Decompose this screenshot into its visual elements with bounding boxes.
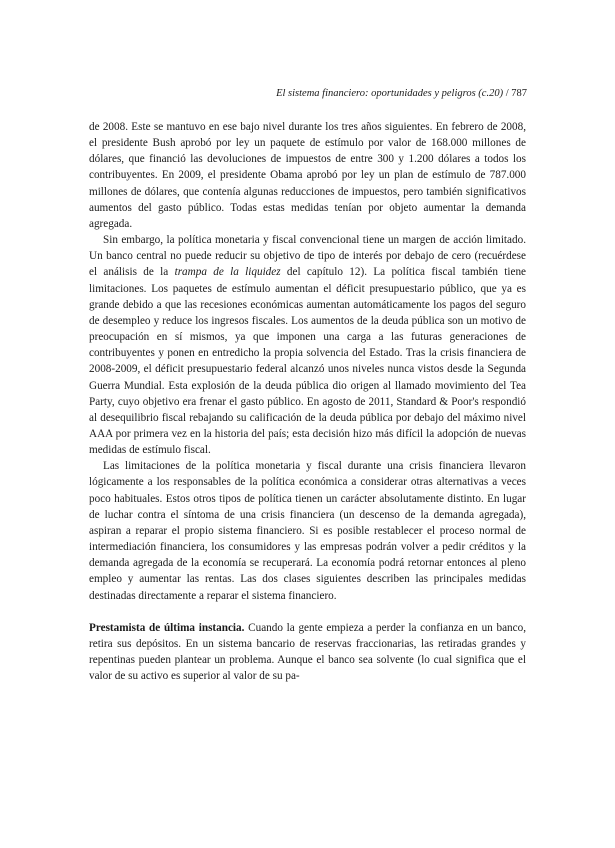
running-header-separator: / — [505, 88, 509, 99]
paragraph-2-part-1: Sin embargo, la política monetaria y fiscal convencional tiene un margen de acción limitado. Un banco central no puede reducir su objetivo de tipo de interés por debajo de cero (recuérdese el análisis de la — [89, 234, 526, 279]
paragraph-2-part-2: del capítulo 12). La política fiscal también tiene limitaciones. Los paquetes de estímulo aumentan el déficit presupuestario público, que ya es grande debido a que las recesiones económicas aumentan automáticamente los pagos del seguro de desempleo y reduce los ingresos fiscales. Los aumentos de la deuda pública son un motivo de preocupación en sí mismos, ya que imponen una carga a las futuras generaciones de contribuyentes y ponen en entredicho la propia solvencia del Estado. Tras la crisis financiera de 2008-2009, el déficit presupuestario federal alcanzó unos niveles nunca vistos desde la Segunda Guerra Mundial. Esta explosión de la deuda pública dio origen al llamado movimiento del Tea Party, cuyo objetivo era frenar el gasto público. En agosto de 2011, Standard & Poor's respondió al desequilibrio fiscal rebajando su calificación de la deuda pública por debajo del máximo nivel AAA por primera vez en la historia del país; esta decisión hizo más difícil la adopción de nuevas medidas de estímulo fiscal. — [89, 266, 526, 457]
paragraph-4 — [89, 620, 526, 685]
paragraph-1: de 2008. Este se mantuvo en ese bajo nivel durante los tres años siguientes. En febrero de 2008, el presidente Bush aprobó por ley un paquete de estímulo por valor de 168.000 millones de dólares, que financió las devoluciones de impuestos de entre 300 y 1.200 dólares a todos los contribuyentes. En 2009, el presidente Obama aprobó por ley un plan de estímulo de 787.000 millones de dólares, que contenía algunas reducciones de impuestos, pero también significativos aumentos del gasto público. Todas estas medidas tenían por objeto aumentar la demanda agregada. — [89, 121, 526, 230]
section-run-in-heading: Prestamista de última instancia. — [89, 621, 245, 634]
running-header — [88, 87, 527, 101]
page-number: 787 — [511, 88, 527, 99]
paragraph-2 — [89, 232, 526, 458]
paragraph-3: Las limitaciones de la política monetaria y fiscal durante una crisis financiera llevaron lógicamente a los responsables de la política económica a considerar otras alternativas a veces poco habituales. Estos otros tipos de política tienen un carácter absolutamente distinto. En lugar de luchar contra el síntoma de una crisis financiera (un descenso de la demanda agregada), aspiran a reparar el propio sistema financiero. Si es posible restablecer el proceso normal de intermediación financiera, los consumidores y las empresas podrán volver a pedir créditos y la demanda agregada de la economía se recuperará. La economía podrá retornar entonces al pleno empleo y aumentar las rentas. Las dos clases siguientes describen las principales medidas destinadas directamente a reparar el sistema financiero. — [89, 460, 526, 602]
italic-term-liquidity-trap: trampa de la liquidez — [174, 266, 281, 279]
paragraph-4-text: Cuando la gente empieza a perder la confianza en un banco, retira sus depósitos. En un sistema bancario de reservas fraccionarias, las retiradas grandes y repentinas pueden plantear un problema. Aunque el banco sea solvente (lo cual significa que el valor de su activo es superior al valor de su pa- — [89, 621, 526, 683]
body-text — [89, 119, 526, 684]
running-header-title: El sistema financiero: oportunidades y peligros (c.20) — [276, 88, 504, 99]
